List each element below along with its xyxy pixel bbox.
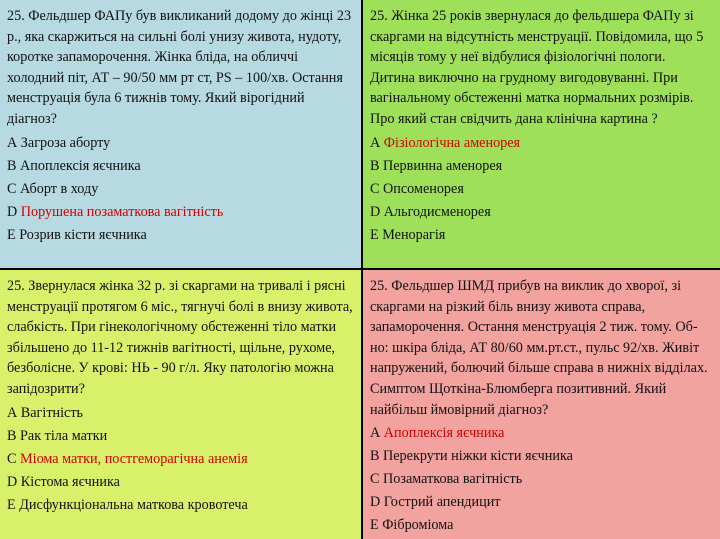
question-card-3: [0, 270, 361, 539]
option-text: Дисфункціональна маткова кровотеча: [19, 496, 248, 513]
question-card-1: [0, 0, 361, 268]
option-text: Вагітність: [20, 404, 84, 421]
option-b: [7, 156, 353, 177]
option-letter: С: [7, 180, 17, 197]
option-letter: D: [7, 203, 18, 220]
option-letter: С: [7, 450, 17, 467]
option-e: [7, 495, 353, 516]
option-text: Менорагія: [382, 226, 446, 243]
option-letter: В: [7, 427, 17, 444]
option-letter: А: [370, 425, 381, 442]
option-a: [370, 133, 712, 154]
option-letter: Е: [7, 226, 16, 243]
option-text: Позаматкова вагітність: [383, 471, 523, 488]
option-text: Кістома яєчника: [20, 473, 120, 490]
option-c: [370, 469, 712, 490]
option-letter: В: [370, 157, 380, 174]
question-card-4: [363, 270, 720, 539]
option-e: [370, 515, 712, 536]
option-d: [7, 472, 353, 493]
option-text: Загроза аборту: [20, 134, 111, 151]
option-letter: Е: [370, 517, 379, 534]
option-letter: D: [370, 203, 381, 220]
option-letter: А: [370, 134, 381, 151]
option-d: [7, 202, 353, 223]
option-text: Рак тіла матки: [20, 427, 108, 444]
option-c: [7, 179, 353, 200]
question-text: 25. Звернулася жінка 32 р. зі скаргами на тривалі і рясні менструації протягом 6 міс., тягнучі болі в внизу живота, слабкість. При гінекологічному обстеженні тіло матки збільшено до 11-12 тижнів вагітності, щільне, рухоме, безболісне. У крові: НЬ - 90 г/л. Яку патологію можна запідозрити?: [7, 278, 353, 397]
option-text: Аборт в ходу: [20, 180, 99, 197]
option-b: [370, 446, 712, 467]
option-letter: А: [7, 134, 18, 151]
correct-answer-text: Апоплексія яєчника: [383, 425, 505, 442]
option-text: Опсоменорея: [383, 180, 464, 197]
option-letter: В: [370, 448, 380, 465]
option-letter: В: [7, 157, 17, 174]
option-text: Розрив кісти яєчника: [19, 226, 147, 243]
option-text: Альгодисменорея: [383, 203, 491, 220]
option-letter: D: [370, 494, 381, 511]
option-text: Фіброміома: [382, 517, 454, 534]
option-e: [370, 225, 712, 246]
option-letter: С: [370, 471, 380, 488]
option-text: Перекрути ніжки кісти яєчника: [383, 448, 573, 465]
option-d: [370, 492, 712, 513]
correct-answer-text: Фізіологічна аменорея: [383, 134, 521, 151]
option-e: [7, 225, 353, 246]
correct-answer-text: Міома матки, постгеморагічна анемія: [20, 450, 248, 467]
option-letter: А: [7, 404, 18, 421]
option-d: [370, 202, 712, 223]
option-c: [7, 449, 353, 470]
option-b: [370, 156, 712, 177]
option-b: [7, 426, 353, 447]
correct-answer-text: Порушена позаматкова вагітність: [20, 203, 224, 220]
question-text: 25. Фельдшер ШМД прибув на виклик до хворої, зі скаргами на різкий біль внизу живота справа, запаморочення. Остання менструація 2 тиж. тому. Об-но: шкіра бліда, АТ 80/60 мм.рт.ст., пульс 92/хв. Живіт напружений, болючий більше справа в нижніх відділах. Симптом Щоткіна-Блюмберга позитивний. Який найбільш ймовірний діагноз?: [370, 278, 708, 418]
option-a: [7, 133, 353, 154]
option-letter: С: [370, 180, 380, 197]
option-letter: D: [7, 473, 18, 490]
option-text: Гострий апендицит: [383, 494, 501, 511]
option-a: [7, 403, 353, 424]
option-text: Апоплексія яєчника: [20, 157, 141, 174]
option-a: [370, 423, 712, 444]
question-card-2: [363, 0, 720, 268]
option-letter: Е: [7, 496, 16, 513]
question-text: 25. Жінка 25 років звернулася до фельдшера ФАПу зі скаргами на відсутність менструації. Повідомила, що 5 місяців тому у неї відбулися фізіологічні пологи. Дитина виключно на грудному вигодовуванні. При вагінальному обстеженні матка нормальних розмірів. Про який стан свідчить дана клінічна картина ?: [370, 8, 704, 127]
option-c: [370, 179, 712, 200]
option-letter: Е: [370, 226, 379, 243]
option-text: Первинна аменорея: [383, 157, 503, 174]
question-text: 25. Фельдшер ФАПу був викликаний додому до жінці 23 р., яка скаржиться на сильні болі унизу живота, нудоту, коротке запаморочення. Жінка бліда, на обличчі холодний піт, АТ – 90/50 мм рт ст, PS – 100/хв. Остання менструація була 6 тижнів тому. Який вірогідний діагноз?: [7, 8, 352, 127]
